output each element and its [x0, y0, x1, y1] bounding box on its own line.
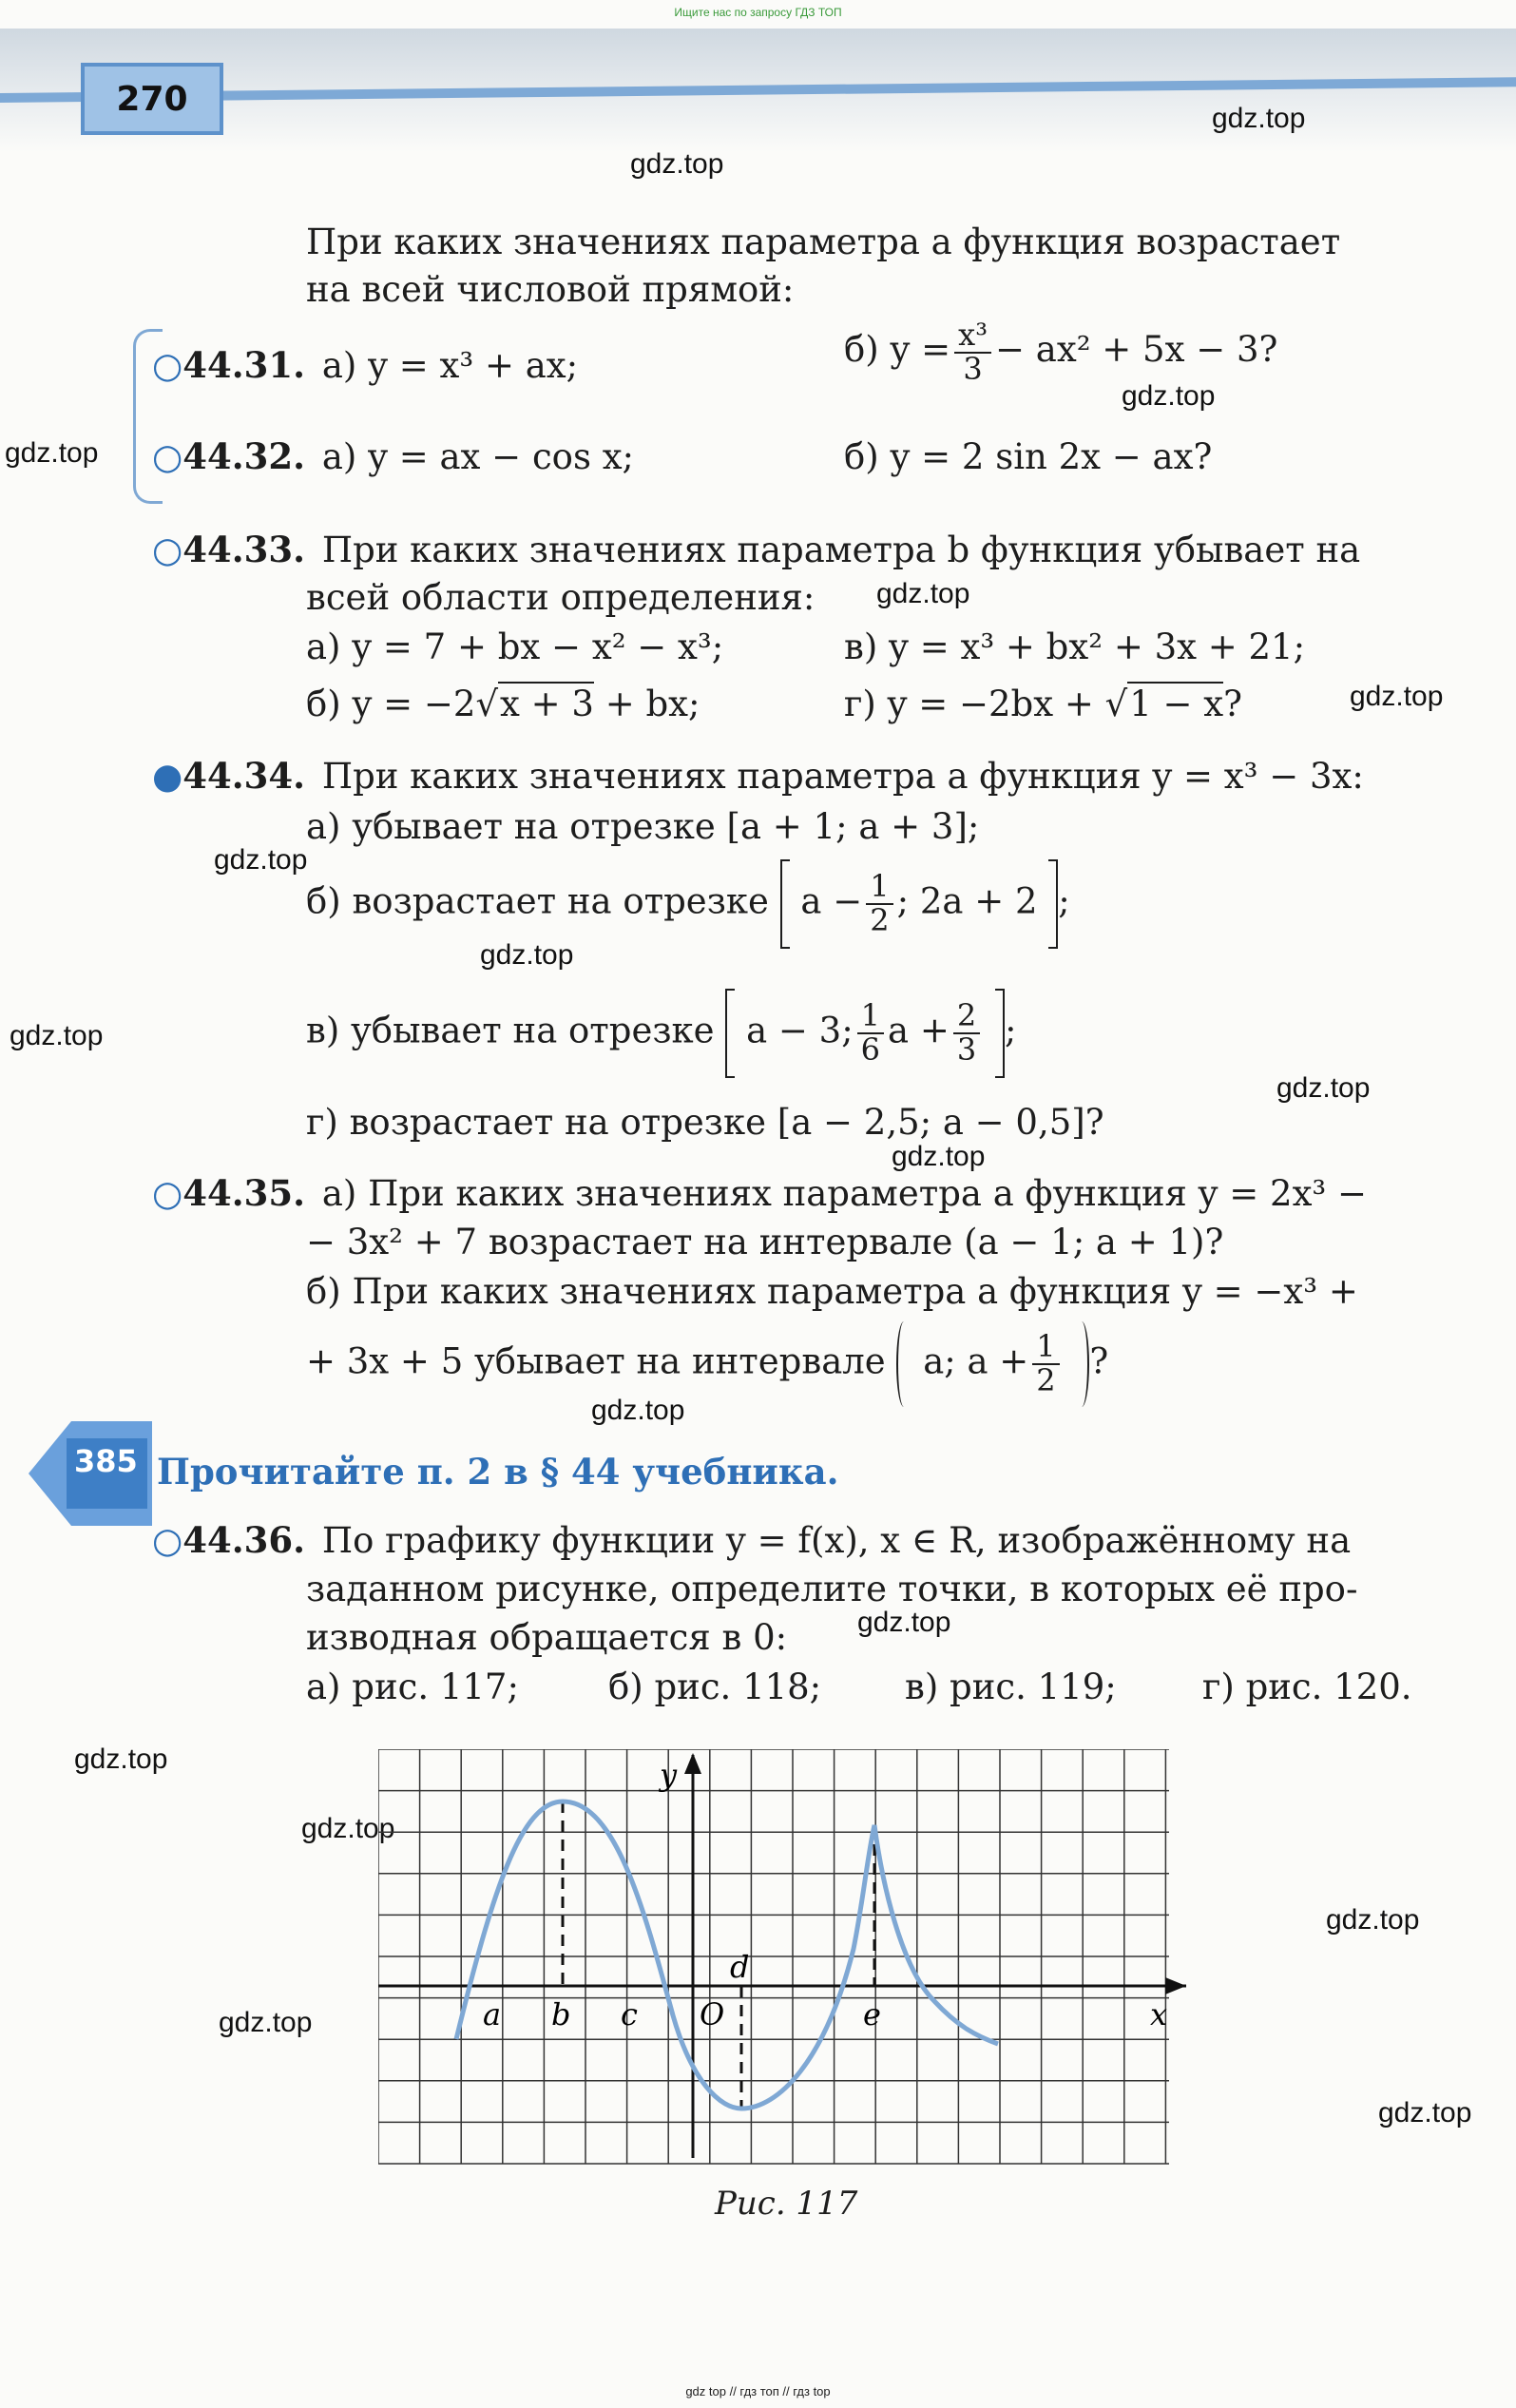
fraction-denominator: 3: [963, 350, 983, 387]
problem-text: По графику функции y = f(x), x ∈ R, изображённому на: [321, 1520, 1352, 1561]
fraction-numerator: 1: [866, 871, 892, 905]
expr-part: г) y = −2bx +: [844, 684, 1094, 724]
watermark: gdz.top: [214, 844, 308, 876]
watermark: gdz.top: [591, 1395, 685, 1426]
option-a: а) y = ax − cos x;: [321, 436, 635, 477]
problem-44-31-b: [844, 319, 1277, 385]
label-e: e: [863, 1996, 881, 2032]
watermark: gdz.top: [857, 1607, 951, 1638]
problem-number: 44.32.: [182, 435, 306, 477]
label-origin: O: [700, 1996, 725, 2032]
problem-44-36-opt-g: г) рис. 120.: [1202, 1666, 1412, 1707]
figure-caption: Рис. 117: [715, 2185, 858, 2223]
intro-line-2: на всей числовой прямой:: [306, 269, 795, 310]
fraction-denominator: 6: [860, 1031, 881, 1068]
problem-44-33-v: в) y = x³ + bx² + 3x + 21;: [844, 626, 1306, 667]
section-badge: 385: [74, 1443, 138, 1479]
problem-44-34: ●44.34. При каких значениях параметра a функция y = x³ − 3x:: [152, 755, 1364, 797]
watermark: gdz.top: [5, 437, 99, 469]
paren-close: [1074, 1321, 1089, 1407]
watermark: gdz.top: [1212, 103, 1306, 134]
fraction-numerator: x³: [954, 319, 991, 354]
fraction-numerator: 1: [857, 1000, 884, 1034]
y-axis-arrow: [684, 1753, 701, 1774]
fraction-denominator: 2: [1036, 1362, 1056, 1398]
watermark: gdz.top: [630, 148, 724, 180]
label-d: d: [730, 1949, 750, 1985]
expr-part: б) y = −2: [306, 684, 476, 724]
label-c: c: [621, 1996, 638, 2032]
watermark: gdz.top: [10, 1020, 104, 1051]
sqrt-radicand: 1 − x: [1129, 684, 1224, 724]
intro-line-1: При каких значениях параметра a функция возрастает: [306, 222, 1341, 262]
fraction: [954, 319, 991, 385]
watermark: gdz.top: [1326, 1904, 1420, 1936]
problem-44-36-opt-a: а) рис. 117;: [306, 1666, 519, 1707]
problem-44-31: ○44.31. а) y = x³ + ax;: [152, 344, 579, 386]
expr-part: + 3x + 5 убывает на интервале: [306, 1340, 886, 1382]
expr-part: a +: [888, 1010, 950, 1051]
label-y: y: [660, 1757, 678, 1793]
expr-part: a −: [800, 880, 863, 922]
watermark: gdz.top: [876, 578, 970, 609]
problem-44-34-b: [306, 859, 1070, 949]
problem-44-32-b: б) y = 2 sin 2x − ax?: [844, 436, 1213, 477]
problem-number: 44.36.: [182, 1519, 306, 1561]
problem-44-35-line4: [306, 1321, 1108, 1407]
watermark: gdz.top: [1350, 681, 1444, 712]
watermark: gdz.top: [74, 1743, 168, 1775]
fraction-numerator: 2: [953, 1000, 980, 1034]
expr-part: a; a +: [923, 1340, 1029, 1382]
fraction-denominator: 3: [956, 1031, 977, 1068]
problem-44-35-line2: − 3x² + 7 возрастает на интервале (a − 1; a + 1)?: [306, 1222, 1224, 1262]
bracket-close: [1048, 859, 1058, 949]
problem-number: 44.35.: [182, 1172, 306, 1214]
read-section-note: Прочитайте п. 2 в § 44 учебника.: [157, 1451, 839, 1493]
paren-open: [896, 1321, 912, 1407]
problem-44-36-opt-v: в) рис. 119;: [905, 1666, 1117, 1707]
problem-number: 44.34.: [182, 755, 306, 797]
x-axis-arrow: [1165, 1977, 1186, 1994]
page-number: 270: [81, 63, 223, 135]
problem-44-33-line2: всей области определения:: [306, 577, 816, 618]
option-b-suffix: − ax² + 5x − 3?: [995, 329, 1278, 371]
option-b-prefix: б) y =: [844, 329, 951, 371]
fraction-numerator: 1: [1032, 1331, 1059, 1365]
problem-number: 44.31.: [182, 344, 306, 386]
bracket-open: [780, 859, 790, 949]
problem-44-36-opt-b: б) рис. 118;: [608, 1666, 822, 1707]
watermark: gdz.top: [480, 939, 574, 971]
expr-part: a − 3;: [746, 1010, 854, 1051]
watermark: gdz.top: [1378, 2097, 1472, 2129]
problem-44-34-v: [306, 989, 1016, 1078]
watermark: gdz.top: [1276, 1072, 1371, 1104]
watermark: gdz.top: [1122, 380, 1216, 412]
fraction-denominator: 2: [870, 902, 890, 938]
footer-note: gdz top // гдз топ // гдз top: [685, 2384, 831, 2398]
problem-44-32: ○44.32. а) y = ax − cos x;: [152, 435, 635, 477]
bracket-open: [725, 989, 735, 1078]
label-x: x: [1150, 1996, 1168, 2032]
problem-44-36: ○44.36. По графику функции y = f(x), x ∈ R, изображённому на: [152, 1519, 1352, 1561]
watermark: gdz.top: [301, 1813, 395, 1844]
problem-44-36-line2: заданном рисунке, определите точки, в которых её про-: [306, 1569, 1358, 1609]
sqrt-radicand: x + 3: [500, 684, 594, 724]
problem-text: При каких значениях параметра b функция убывает на: [321, 530, 1361, 570]
problem-number: 44.33.: [182, 529, 306, 570]
expr-part: + bx;: [604, 684, 700, 724]
expr-part: б) возрастает на отрезке: [306, 880, 769, 922]
watermark: gdz.top: [892, 1141, 986, 1172]
problem-44-33-g: г) y = −2bx + √1 − x?: [844, 684, 1242, 724]
problem-44-35: ○44.35. а) При каких значениях параметра a функция y = 2x³ −: [152, 1172, 1368, 1214]
expr-part: ?: [1089, 1340, 1109, 1382]
label-a: a: [483, 1996, 502, 2032]
grid: [378, 1749, 1169, 2164]
expr-part: в) убывает на отрезке: [306, 1010, 715, 1051]
bracket-close: [995, 989, 1005, 1078]
problem-44-34-g: г) возрастает на отрезке [a − 2,5; a − 0,5]?: [306, 1102, 1104, 1143]
label-b: b: [551, 1996, 571, 2032]
top-note: Ищите нас по запросу ГДЗ ТОП: [674, 6, 842, 19]
expr-part: ?: [1223, 684, 1242, 724]
problem-44-33-a: а) y = 7 + bx − x² − x³;: [306, 626, 724, 667]
expr-part: ; 2a + 2: [896, 880, 1038, 922]
problem-44-34-a: а) убывает на отрезке [a + 1; a + 3];: [306, 806, 980, 847]
expr-part: ;: [1058, 880, 1070, 922]
problem-44-36-line3: изводная обращается в 0:: [306, 1617, 788, 1658]
problem-44-33-b: б) y = −2√x + 3 + bx;: [306, 684, 700, 724]
expr-part: ;: [1004, 1010, 1017, 1051]
problem-text: а) При каких значениях параметра a функция y = 2x³ −: [321, 1173, 1368, 1214]
problem-44-35-line3: б) При каких значениях параметра a функция y = −x³ +: [306, 1271, 1358, 1312]
problem-44-33: ○44.33. При каких значениях параметра b функция убывает на: [152, 529, 1361, 570]
option-a: а) y = x³ + ax;: [321, 345, 579, 386]
figure-117-graph: [378, 1749, 1196, 2167]
watermark: gdz.top: [219, 2007, 313, 2038]
problem-text: При каких значениях параметра a функция y = x³ − 3x:: [321, 756, 1364, 797]
